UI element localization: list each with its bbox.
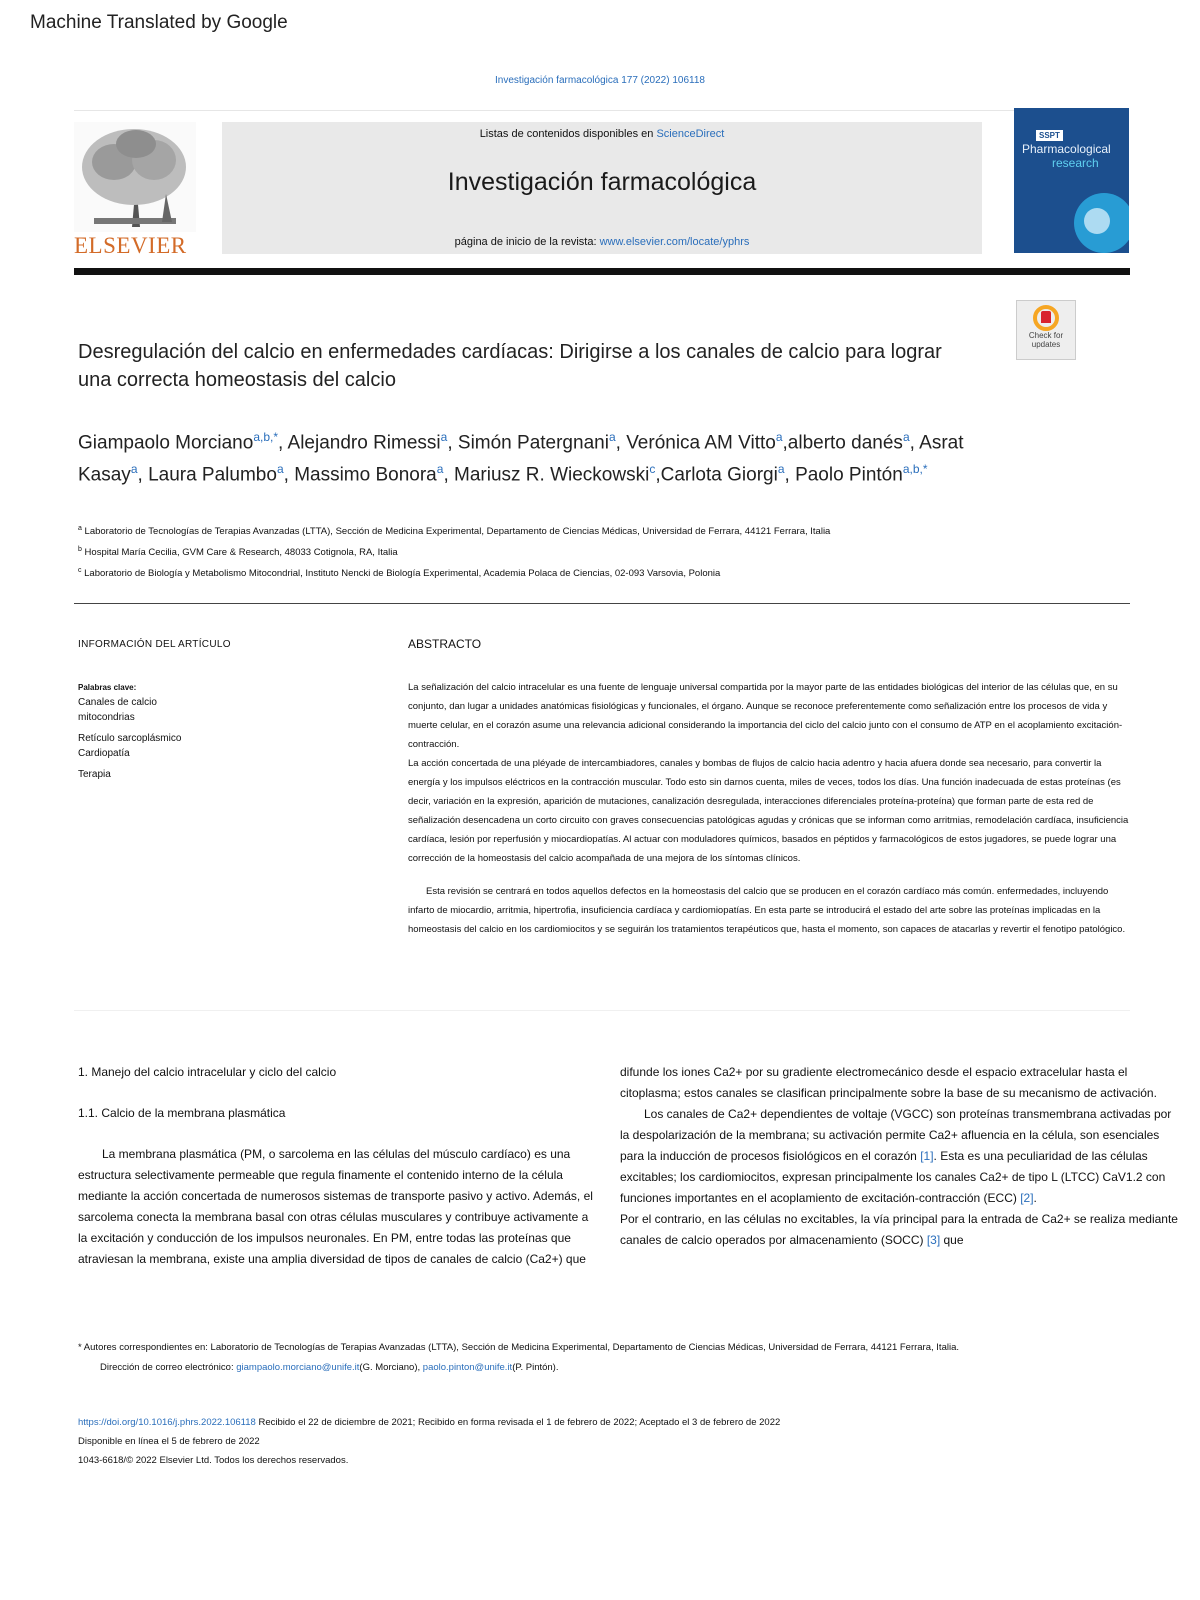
author[interactable]: Verónica AM Vitto <box>626 432 776 454</box>
check-updates-icon <box>1033 305 1059 331</box>
copyright-line: 1043-6618/© 2022 Elsevier Ltd. Todos los derechos reservados. <box>78 1455 349 1466</box>
author-separator: , <box>615 432 627 454</box>
author-separator: , <box>655 464 661 486</box>
email-link[interactable]: giampaolo.morciano@unife.it <box>236 1362 360 1373</box>
author-affiliation-mark[interactable]: a <box>436 462 444 477</box>
body-paragraph: Por el contrario, en las células no excitables, la vía principal para la entrada de Ca2+ se realiza mediante canales de calcio operados por almacenamiento (SOCC) [3] que <box>620 1212 1178 1247</box>
body-column-left <box>78 1062 596 1270</box>
footnote <box>78 1338 1128 1378</box>
affiliation-c: $^c$ Laboratorio de Biología y Metabolismo Mitocondrial, Instituto Nencki de Biología Experimental, Academia Polaca de Ciencias, 02-093 Varsovia, Polonia <box>78 567 721 580</box>
journal-banner <box>222 122 982 254</box>
abstract-heading: ABSTRACTO <box>408 637 482 651</box>
section-heading: 1. Manejo del calcio intracelular y ciclo del calcio <box>78 1065 337 1079</box>
reference-link[interactable]: [2] <box>1020 1191 1034 1205</box>
body-paragraph: Los canales de Ca2+ dependientes de voltaje (VGCC) son proteínas transmembrana activadas por la despolarización de la membrana; su activación permite Ca2+ afluencia en la célula, son esenciales para la inducción de procesos fisiológicos en el corazón [1]. Esta es una peculiaridad de las células excitables; los cardiomiocitos, expresan principalmente los canales Ca2+ de tipo L (LTCC) CaV1.2 con funciones importantes en el acoplamiento de excitación-contracción (ECC) [2]. <box>620 1107 1172 1205</box>
author[interactable]: Asrat Kasay <box>78 432 964 486</box>
doi-link[interactable]: https://doi.org/10.1016/j.phrs.2022.106118 <box>78 1417 256 1428</box>
article-title: Desregulación del calcio en enfermedades cardíacas: Dirigirse a los canales de calcio para lograr una correcta homeostasis del calcio <box>78 341 942 391</box>
body-paragraph: La membrana plasmática (PM, o sarcolema en las células del músculo cardíaco) es una estructura selectivamente permeable que regula finamente el contenido interno de la célula mediante la acción concertada de numerosos sistemas de transporte pasivo y activo. Además, el sarcolema conecta la membrana basal con otras células musculares y contribuye activamente a la excitación y conducción de los impulsos neuronales. En PM, entre todas las proteínas que atraviesan la membrana, existe una amplia diversidad de tipos de canales de calcio (Ca2+) que <box>78 1147 593 1266</box>
author-affiliation-mark[interactable]: a <box>608 430 616 444</box>
email-line: Dirección de correo electrónico: giampaolo.morciano@unife.it(G. Morciano), paolo.pinton@unife.it(P. Pintón). <box>100 1362 559 1373</box>
body-paragraph: difunde los iones Ca2+ por su gradiente electromecánico desde el espacio extracelular hasta el citoplasma; estos canales se clasifican principalmente sobre la base de su mecanismo de activación. <box>620 1065 1157 1100</box>
article-info-heading: INFORMACIÓN DEL ARTÍCULO <box>78 639 231 650</box>
author[interactable]: Paolo Pintón <box>795 464 903 486</box>
tree-logo-icon <box>74 122 196 232</box>
divider <box>74 603 1130 604</box>
homepage-link[interactable]: www.elsevier.com/locate/yphrs <box>599 236 750 248</box>
body-column-right <box>620 1062 1180 1251</box>
author[interactable]: Simón Patergnani <box>457 432 609 454</box>
author[interactable]: Laura Palumbo <box>148 464 277 486</box>
check-updates-label-1: Check for <box>1028 331 1064 340</box>
keyword: Terapia <box>78 769 111 780</box>
keyword: Canales de calcio <box>78 697 157 708</box>
publication-history <box>78 1413 798 1470</box>
contents-line <box>222 128 982 140</box>
divider <box>74 1010 1130 1011</box>
author-affiliation-mark[interactable]: a <box>276 462 284 477</box>
author-separator: , <box>283 464 295 486</box>
abstract-body <box>408 678 1130 939</box>
affiliation-a: $^a$ Laboratorio de Tecnologías de Terapias Avanzadas (LTTA), Sección de Medicina Experimental, Departamento de Ciencias Médicas, Universidad de Ferrara, 44121 Ferrara, Italia <box>78 525 831 538</box>
affiliation-b: $^b$ Hospital María Cecilia, GVM Care & Research, 48033 Cotignola, RA, Italia <box>78 546 398 559</box>
keyword: Cardiopatía <box>78 748 130 759</box>
author-affiliation-mark[interactable]: a,b,* <box>253 430 278 444</box>
divider <box>74 110 1128 111</box>
machine-translated-banner: Machine Translated by Google <box>30 12 288 33</box>
received-dates: Recibido el 22 de diciembre de 2021; Recibido en forma revisada el 1 de febrero de 2022; Aceptado el 3 de febrero de 2022 Disponible en línea el 5 de febrero de 2022 <box>78 1417 781 1447</box>
abstract-paragraph: Esta revisión se centrará en todos aquellos defectos en la homeostasis del calcio que se producen en el corazón cardíaco más común. enfermedades, incluyendo infarto de miocardio, arritmia, hipertrofia, insuficiencia cardíaca y cardiomiopatías. En esta parte se introducirá el estado del arte sobre las proteínas implicadas en la homeostasis del calcio en los cardiomiocitos y se seguirán los tratamientos terapéuticos que, hasta el momento, son capaces de atacarlas y revertir el fenotipo patológico. <box>408 886 1126 935</box>
author-separator: , <box>137 464 149 486</box>
affiliations <box>78 520 998 583</box>
abstract-paragraph: La señalización del calcio intracelular es una fuente de lenguaje universal compartida por la mayor parte de las entidades biológicas del interior de las células que, en su conjunto, dan lugar a unidades anatómicas fisiológicas y funcionales, el órgano. Aunque se reconoce preferentemente como señalización entre los procesos de vida y muerte celular, en el corazón asume una relevancia adicional considerando la importancia del ciclo del calcio junto con el consumo de ATP en el acoplamiento excitación-contracción. <box>408 682 1123 750</box>
author-affiliation-mark[interactable]: a <box>440 430 448 444</box>
author-separator: , <box>447 432 458 454</box>
cover-title-line2: research <box>1052 156 1099 170</box>
author-separator: , <box>909 432 920 454</box>
author[interactable]: Alejandro Rimessi <box>287 432 441 454</box>
author[interactable]: Mariusz R. Wieckowski <box>454 464 650 486</box>
author-affiliation-mark[interactable]: a <box>775 430 783 444</box>
header-rule <box>74 268 1130 275</box>
homepage-prefix: página de inicio de la revista: <box>454 236 597 248</box>
author-affiliation-mark[interactable]: a <box>130 462 138 477</box>
author-affiliation-mark[interactable]: a <box>902 430 910 444</box>
publisher-wordmark: ELSEVIER <box>74 233 187 258</box>
author-separator: , <box>443 464 454 486</box>
reference-link[interactable]: [3] <box>926 1233 941 1247</box>
subsection-heading: 1.1. Calcio de la membrana plasmática <box>78 1106 286 1120</box>
email-link[interactable]: paolo.pinton@unife.it <box>422 1362 513 1373</box>
author[interactable]: alberto danés <box>787 432 903 454</box>
keyword: mitocondrias <box>78 712 135 723</box>
contents-prefix: Listas de contenidos disponibles en <box>479 128 654 140</box>
author[interactable]: Massimo Bonora <box>294 464 437 486</box>
homepage-line <box>222 236 982 248</box>
reference-link[interactable]: [1] <box>920 1149 934 1163</box>
keywords <box>78 680 228 782</box>
author-affiliation-mark[interactable]: c <box>649 462 656 477</box>
journal-citation[interactable]: Investigación farmacológica 177 (2022) 106118 <box>495 75 705 86</box>
sciencedirect-link[interactable]: ScienceDirect <box>656 128 725 140</box>
journal-title: Investigación farmacológica <box>447 168 757 196</box>
author-affiliation-mark[interactable]: a,b,* <box>902 462 928 477</box>
author-separator: , <box>784 464 796 486</box>
keyword: Retículo sarcoplásmico <box>78 733 182 744</box>
journal-cover[interactable] <box>1014 108 1129 253</box>
cover-title-line1: Pharmacological <box>1022 142 1111 156</box>
author-separator: , <box>278 432 288 454</box>
check-for-updates-button[interactable] <box>1016 300 1076 360</box>
author[interactable]: Giampaolo Morciano <box>78 432 254 454</box>
author-list <box>78 424 998 489</box>
keywords-label: Palabras clave: <box>78 683 137 692</box>
corresponding-author-note: * Autores correspondientes en: Laboratorio de Tecnologías de Terapias Avanzadas (LTTA), Sección de Medicina Experimental, Departamento de Ciencias Médicas, Universidad de Ferrara, 44121 Ferrara, Italia. <box>78 1342 959 1353</box>
elsevier-logo[interactable] <box>74 122 196 260</box>
author-separator: , <box>782 432 788 454</box>
author[interactable]: Carlota Giorgi <box>660 464 778 486</box>
author-affiliation-mark[interactable]: a <box>777 462 785 477</box>
check-updates-label-2: updates <box>1031 340 1061 349</box>
cover-graphic-highlight <box>1084 208 1110 234</box>
cover-badge: SSPT <box>1036 130 1063 141</box>
abstract-paragraph: La acción concertada de una pléyade de intercambiadores, canales y bombas de flujos de calcio hacia adentro y hacia afuera donde sea necesario, para convertir la energía y los impulsos eléctricos en la contracción muscular. Todo esto sin darnos cuenta, miles de veces, todos los días. Una función inadecuada de estas proteínas (es decir, variación en la expresión, aparición de mutaciones, canalización desregulada, interacciones diferenciales proteína-proteína) que forman parte de esta red de señalización desencadena un corto circuito con graves consecuencias patológicas agudas y crónicas que se informan como arritmias, remodelación cardíaca, insuficiencia cardíaca, lesión por reperfusión y miocardiopatías. Al actuar con moduladores químicos, basados en péptidos y farmacológicos de estos jugadores, se puede lograr una corrección de la homeostasis del calcio acompañada de una mejora de los síntomas clínicos. <box>408 758 1129 864</box>
